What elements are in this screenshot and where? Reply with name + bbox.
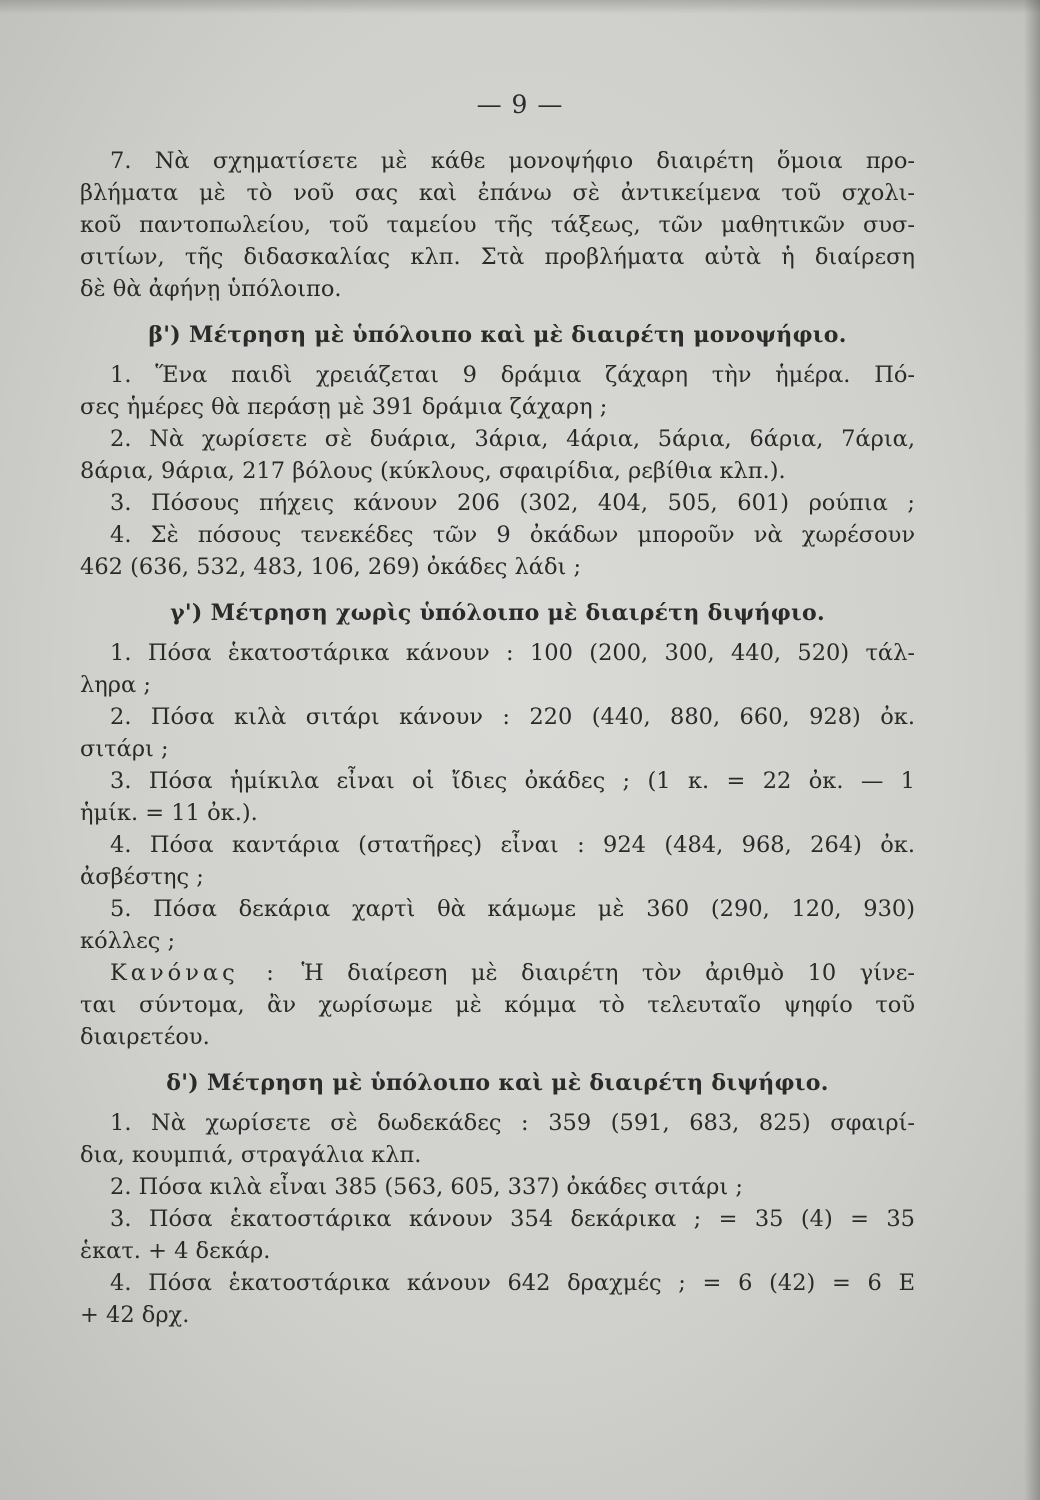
text-line: ἑκατ. + 4 δεκάρ. [80,1238,271,1264]
page-edge-shadow-right [1024,0,1040,1500]
text-line: διαιρετέου. [80,1024,210,1050]
text-line: 3. Πόσα ἡμίκιλα εἶναι οἱ ἴδιες ὀκάδες ; (1 κ. = 22 ὀκ. — 1 [110,768,915,794]
text-line: + 42 δρχ. [80,1302,190,1328]
section-heading-c: γ') Μέτρηση χωρὶς ὑπόλοιπο μὲ διαιρέτη διψήφιο. [170,600,825,626]
text-line: 1. Πόσα ἑκατοστάρικα κάνουν : 100 (200, 300, 440, 520) τάλ- [110,640,915,666]
page-body [80,145,915,1331]
text-line: 1. Ἕνα παιδὶ χρειάζεται 9 δράμια ζάχαρη τὴν ἡμέρα. Πό- [110,362,915,388]
section-heading-b: β') Μέτρηση μὲ ὑπόλοιπο καὶ μὲ διαιρέτη μονοψήφιο. [148,322,847,348]
rule-text: Ἡ διαίρεση μὲ διαιρέτη τὸν ἀριθμὸ 10 γίνε- [301,960,915,986]
text-line: κοῦ παντοπωλείου, τοῦ ταμείου τῆς τάξεως, τῶν μαθητικῶν συσ- [80,212,915,238]
text-line: 2. Νὰ χωρίσετε σὲ δυάρια, 3άρια, 4άρια, 5άρια, 6άρια, 7άρια, [110,426,915,452]
text-line: 2. Πόσα κιλὰ σιτάρι κάνουν : 220 (440, 880, 660, 928) ὀκ. [110,704,915,730]
text-line: 3. Πόσους πήχεις κάνουν 206 (302, 404, 505, 601) ρούπια ; [110,490,915,516]
text-line: 4. Σὲ πόσους τενεκέδες τῶν 9 ὀκάδων μποροῦν νὰ χωρέσουν [110,522,915,548]
text-line: δια, κουμπιά, στραγάλια κλπ. [80,1142,422,1168]
text-line: ἡμίκ. = 11 ὀκ.). [80,800,258,826]
text-line: ληρα ; [80,672,151,698]
text-line: ἀσβέστης ; [80,864,204,890]
text-line: κόλλες ; [80,928,176,954]
text-line: ται σύντομα, ἂν χωρίσωμε μὲ κόμμα τὸ τελευταῖο ψηφίο τοῦ [80,992,915,1018]
text-line: 4. Πόσα ἑκατοστάρικα κάνουν 642 δραχμές ; = 6 (42) = 6 Ε [110,1270,915,1296]
text-line: βλήματα μὲ τὸ νοῦ σας καὶ ἐπάνω σὲ ἀντικείμενα τοῦ σχολι- [80,180,915,206]
text-line: 3. Πόσα ἑκατοστάρικα κάνουν 354 δεκάρικα ; = 35 (4) = 35 [110,1206,915,1232]
text-line: 5. Πόσα δεκάρια χαρτὶ θὰ κάμωμε μὲ 360 (290, 120, 930) [110,896,915,922]
text-line: 4. Πόσα καντάρια (στατῆρες) εἶναι : 924 (484, 968, 264) ὀκ. [110,832,915,858]
page-number: — 9 — [476,90,564,119]
page-edge-shadow-top [0,0,1040,14]
text-line: 1. Νὰ χωρίσετε σὲ δωδεκάδες : 359 (591, 683, 825) σφαιρί- [110,1110,915,1136]
text-line: 462 (636, 532, 483, 106, 269) ὀκάδες λάδι ; [80,554,582,580]
rule-label: Κανόνας : [110,960,278,986]
text-line: σιτίων, τῆς διδασκαλίας κλπ. Στὰ προβλήματα αὐτὰ ἡ διαίρεση [80,244,915,270]
section-heading-d: δ') Μέτρηση μὲ ὑπόλοιπο καὶ μὲ διαιρέτη διψήφιο. [166,1070,829,1096]
text-line: 2. Πόσα κιλὰ εἶναι 385 (563, 605, 337) ὀκάδες σιτάρι ; [110,1174,743,1200]
text-line: 7. Νὰ σχηματίσετε μὲ κάθε μονοψήφιο διαιρέτη ὅμοια προ- [110,148,915,174]
text-line: 8άρια, 9άρια, 217 βόλους (κύκλους, σφαιρίδια, ρεβίθια κλπ.). [80,458,786,484]
rule-line [80,957,915,989]
text-line: σιτάρι ; [80,736,169,762]
text-line: σες ἡμέρες θὰ περάσῃ μὲ 391 δράμια ζάχαρη ; [80,394,608,420]
text-line: δὲ θὰ ἀφήνῃ ὑπόλοιπο. [80,276,342,302]
